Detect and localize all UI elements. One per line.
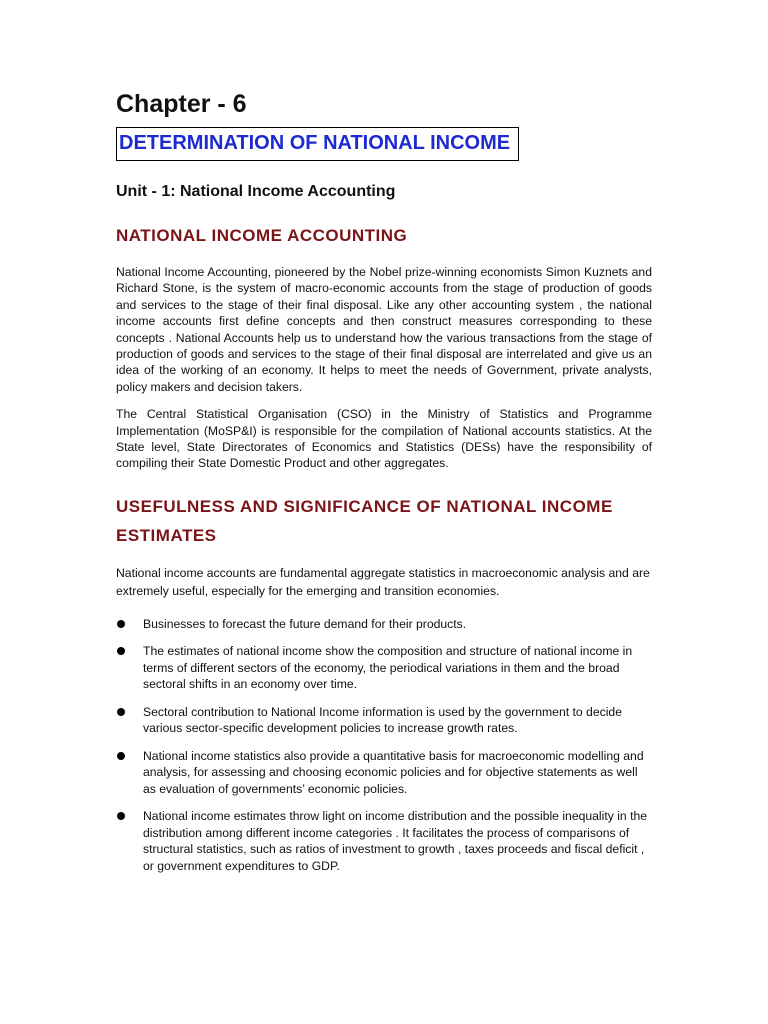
list-item-text: Businesses to forecast the future demand for their products. (143, 616, 467, 631)
paragraph: The Central Statistical Organisation (CSO) in the Ministry of Statistics and Programme Implementation (MoSP&I) is responsible for the compilation of National accounts statistics. At the State level, State Directorates of Economics and Statistics (DESs) have the responsibility of compiling their State Domestic Product and other aggregates. (116, 407, 652, 471)
list-item (116, 704, 652, 737)
list-item (116, 616, 652, 633)
list-item-text: Sectoral contribution to National Income information is used by the government to decide various sector-specific development policies to increase growth rates. (143, 704, 622, 736)
bullet-icon (117, 708, 125, 716)
bullet-icon (117, 752, 125, 760)
bullet-icon (117, 812, 125, 820)
section-heading-national-income-accounting: NATIONAL INCOME ACCOUNTING (116, 226, 408, 245)
list-item (116, 748, 652, 798)
chapter-heading: Chapter - 6 (116, 90, 247, 118)
bullet-list (116, 616, 652, 875)
list-item-text: National income estimates throw light on income distribution and the possible inequality in the distribution among different income categories . It facilitates the process of comparisons of structural statistics, such as ratios of investment to growth , taxes proceeds and fiscal deficit , or government expenditures to GDP. (143, 809, 648, 873)
paragraph: National Income Accounting, pioneered by the Nobel prize-winning economists Simon Kuznets and Richard Stone, is the system of macro-economic accounts from the stage of production of goods and services to the stage of their final disposal. Like any other accounting system , the national income accounts first define concepts and then construct measures corresponding to these concepts . National Accounts help us to understand how the various transactions from the stage of production of goods and services to the stage of their final disposal are interrelated and give us an idea of the working of an economy. It helps to meet the needs of Government, private analysts, policy makers and decision takers. (116, 265, 652, 394)
paragraph-intro: National income accounts are fundamental aggregate statistics in macroeconomic analysis and are extremely useful, especially for the emerging and transition economies. (116, 565, 650, 598)
bullet-icon (117, 620, 125, 628)
list-item (116, 808, 652, 874)
list-item (116, 643, 652, 693)
list-item-text: National income statistics also provide a quantitative basis for macroeconomic modelling and analysis, for assessing and choosing economic policies and for objective statements as well as evaluation of governments’ economic policies. (143, 748, 644, 796)
chapter-title-box: DETERMINATION OF NATIONAL INCOME (116, 127, 519, 161)
section-heading-usefulness: USEFULNESS AND SIGNIFICANCE OF NATIONAL INCOME ESTIMATES (116, 496, 613, 545)
bullet-icon (117, 647, 125, 655)
unit-heading: Unit - 1: National Income Accounting (116, 183, 396, 200)
list-item-text: The estimates of national income show the composition and structure of national income in terms of different sectors of the economy, the periodical variations in them and the broad sectoral shifts in an economy over time. (143, 644, 633, 692)
